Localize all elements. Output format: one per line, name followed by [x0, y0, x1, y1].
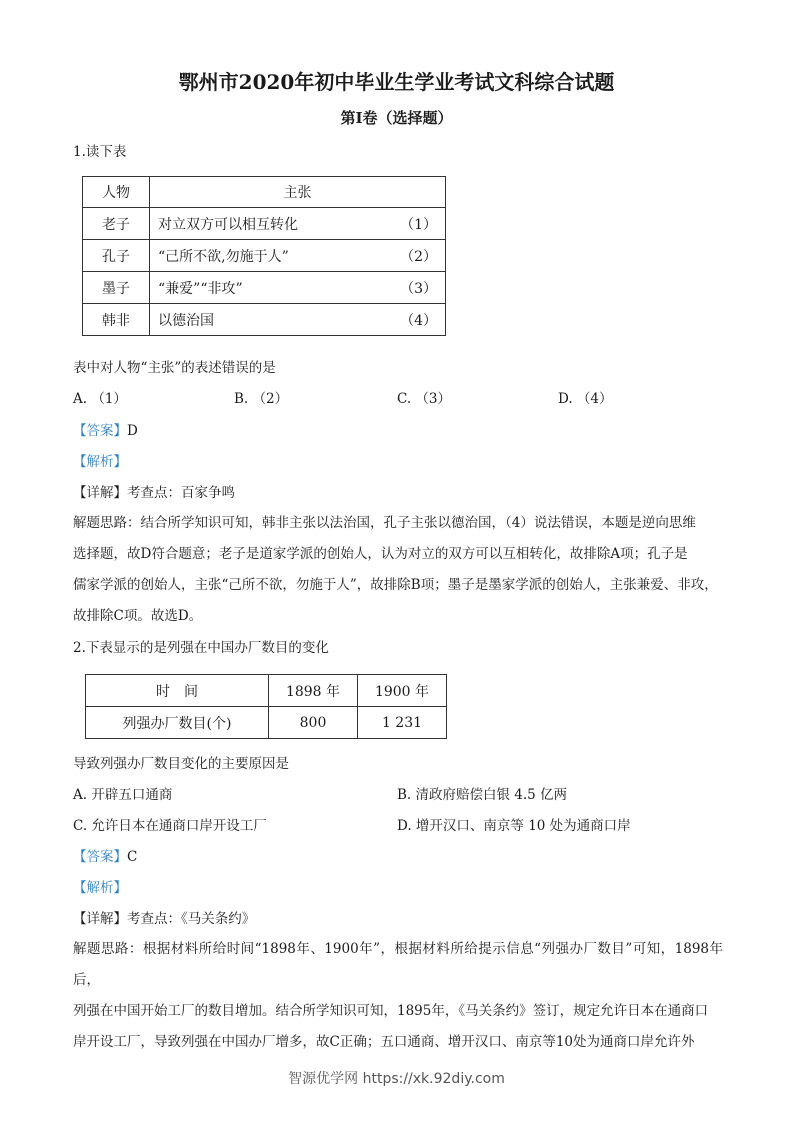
explanation-line: 故排除C项。故选D。 [73, 608, 203, 624]
q2-value-1898: 800 [269, 707, 358, 739]
q2-table [85, 674, 447, 739]
q1-question: 表中对人物“主张”的表述错误的是 [73, 360, 276, 376]
analysis-tag: 【解析】 [73, 880, 127, 896]
q1-stem: 1.读下表 [73, 144, 127, 160]
explanation-line: 解题思路：结合所学知识可知，韩非主张以法治国，孔子主张以德治国，（4）说法错误，本题是逆向思维 [73, 515, 696, 531]
q1-claim: 对立双方可以相互转化 [158, 216, 298, 233]
q2-header-time: 时 间 [86, 675, 269, 707]
q1-num: （2） [400, 248, 437, 265]
q1-claim: “己所不欲,勿施于人” [158, 248, 289, 265]
q1-option-a[interactable]: A. （1） [73, 391, 127, 407]
q1-person: 韩非 [83, 304, 150, 336]
answer-tag: 【答案】 [73, 423, 127, 439]
explanation-line: 儒家学派的创始人，主张“己所不欲，勿施于人”，故排除B项；墨子是墨家学派的创始人，主张兼爱、非攻， [73, 577, 718, 593]
q1-header-person: 人物 [83, 177, 150, 208]
footer-watermark: 智源优学网 https://xk.92diy.com [288, 1071, 505, 1087]
q1-person: 老子 [83, 208, 150, 240]
q2-value-1900: 1 231 [358, 707, 447, 739]
table-row [83, 272, 446, 304]
q1-person: 墨子 [83, 272, 150, 304]
answer-tag: 【答案】 [73, 849, 127, 865]
detail-tag: 【详解】 [73, 485, 127, 501]
q1-num: （3） [400, 280, 437, 297]
table-row [86, 707, 447, 739]
q1-person: 孔子 [83, 240, 150, 272]
page-title: 鄂州市2020年初中毕业生学业考试文科综合试题 [178, 70, 615, 94]
table-row [83, 208, 446, 240]
q1-option-b[interactable]: B. （2） [234, 391, 289, 407]
q1-num: （4） [400, 312, 437, 329]
explanation-line: 列强在中国开始工厂的数目增加。结合所学知识可知，1895年，《马关条约》签订，规定允许日本在通商口 [73, 1003, 709, 1019]
explanation-line: 岸开设工厂，导致列强在中国办厂增多，故C正确；五口通商、增开汉口、南京等10处为通商口岸允许外 [73, 1034, 695, 1050]
explanation-line: 选择题，故D符合题意；老子是道家学派的创始人，认为对立的双方可以互相转化，故排除A项；孔子是 [73, 546, 688, 562]
q2-option-b[interactable]: B. 清政府赔偿白银 4.5 亿两 [397, 787, 568, 803]
detail-tag: 【详解】 [73, 911, 127, 927]
q2-row-label: 列强办厂数目(个) [86, 707, 269, 739]
q2-header-1900: 1900 年 [358, 675, 447, 707]
explanation-line: 解题思路：根据材料所给时间“1898年、1900年”，根据材料所给提示信息“列强办厂数目”可知，1898年后， [73, 941, 723, 988]
q2-option-d[interactable]: D. 增开汉口、南京等 10 处为通商口岸 [397, 818, 631, 834]
q1-answer [73, 421, 138, 441]
q2-stem: 2.下表显示的是列强在中国办厂数目的变化 [73, 640, 329, 656]
q1-option-c[interactable]: C. （3） [397, 391, 452, 407]
q1-header-claim: 主张 [150, 177, 446, 208]
analysis-tag: 【解析】 [73, 454, 127, 470]
q2-explanation [73, 934, 723, 1058]
detail-text: 考查点：百家争鸣 [127, 485, 235, 501]
q2-option-c[interactable]: C. 允许日本在通商口岸开设工厂 [73, 818, 267, 834]
q2-question: 导致列强办厂数目变化的主要原因是 [73, 756, 289, 772]
q2-option-a[interactable]: A. 开辟五口通商 [73, 787, 173, 803]
answer-value: C [127, 849, 138, 865]
q1-explanation [73, 508, 723, 632]
table-row [83, 304, 446, 336]
q2-answer [73, 847, 137, 867]
table-row [83, 240, 446, 272]
q1-table [82, 176, 446, 336]
q2-detail [73, 909, 255, 929]
q1-detail [73, 483, 235, 503]
q1-claim: “兼爱”“非攻” [158, 280, 243, 297]
q1-option-d[interactable]: D. （4） [558, 391, 613, 407]
q1-num: （1） [400, 216, 437, 233]
answer-value: D [127, 423, 138, 439]
q1-claim: 以德治国 [158, 312, 214, 329]
q2-header-1898: 1898 年 [269, 675, 358, 707]
detail-text: 考查点：《马关条约》 [127, 911, 256, 927]
section-title: 第Ⅰ卷（选择题） [340, 109, 453, 127]
